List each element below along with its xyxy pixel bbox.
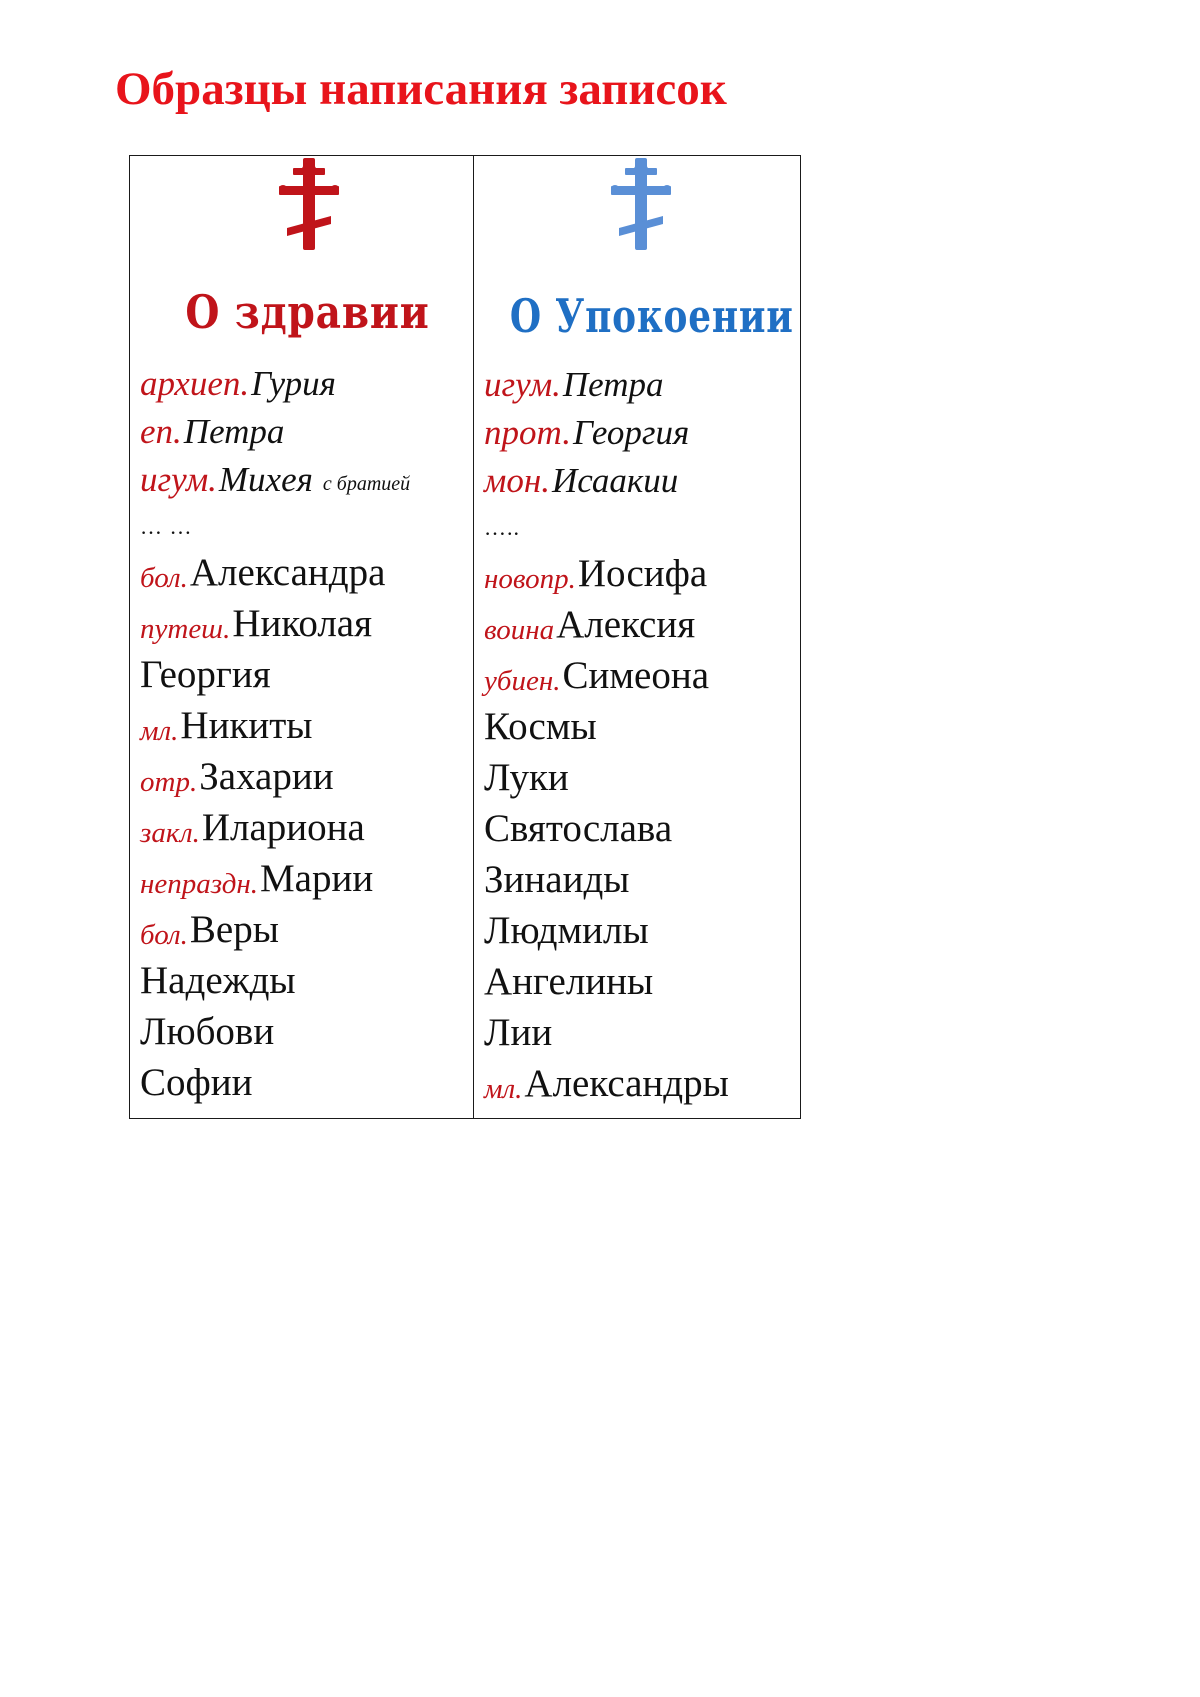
person-name: Симеона bbox=[562, 654, 710, 697]
list-item bbox=[140, 452, 410, 500]
person-name: Александра bbox=[189, 551, 386, 594]
rank-abbreviation: архиеп. bbox=[140, 364, 250, 403]
orthodox-cross-icon bbox=[279, 158, 339, 250]
list-item bbox=[140, 646, 410, 697]
person-name: Марии bbox=[260, 857, 374, 900]
health-column bbox=[130, 156, 474, 1118]
rank-abbreviation: игум. bbox=[484, 365, 561, 404]
ellipsis-marker: ….. bbox=[484, 515, 520, 540]
person-name: Веры bbox=[189, 908, 279, 951]
list-item bbox=[484, 851, 729, 902]
rank-abbreviation: бол. bbox=[140, 562, 188, 594]
repose-column bbox=[474, 156, 800, 1118]
rank-abbreviation: мон. bbox=[484, 461, 550, 500]
health-heading: О здравии bbox=[185, 285, 430, 339]
rank-abbreviation: прот. bbox=[484, 413, 571, 452]
list-item bbox=[484, 453, 729, 501]
list-item bbox=[484, 953, 729, 1004]
list-item bbox=[140, 799, 410, 850]
person-name: Святослава bbox=[484, 807, 673, 850]
person-name: Михея bbox=[218, 460, 313, 499]
person-name: Любови bbox=[140, 1010, 275, 1053]
person-name: Луки bbox=[484, 756, 569, 799]
list-item bbox=[484, 800, 729, 851]
list-item bbox=[484, 596, 729, 647]
person-name: Николая bbox=[232, 602, 373, 645]
page-title: Образцы написания записок bbox=[115, 63, 727, 115]
person-name: Софии bbox=[140, 1061, 253, 1104]
rank-abbreviation: убиен. bbox=[484, 665, 561, 697]
person-name: Ангелины bbox=[484, 960, 654, 1003]
person-name: Захарии bbox=[199, 755, 334, 798]
list-item bbox=[140, 1003, 410, 1054]
entry-note: с братией bbox=[322, 473, 411, 495]
person-name: Петра bbox=[562, 365, 664, 404]
person-name: Александры bbox=[524, 1062, 729, 1105]
person-name: Гурия bbox=[251, 364, 336, 403]
person-name: Иосифа bbox=[577, 552, 708, 595]
rank-abbreviation: бол. bbox=[140, 919, 188, 951]
person-name: Людмилы bbox=[484, 909, 649, 952]
person-name: Лии bbox=[484, 1011, 553, 1054]
list-item bbox=[140, 952, 410, 1003]
list-item bbox=[484, 1055, 729, 1106]
person-name: Космы bbox=[484, 705, 597, 748]
rank-abbreviation: путеш. bbox=[140, 613, 231, 645]
person-name: Алексия bbox=[556, 603, 696, 646]
repose-heading: О Упокоении bbox=[509, 289, 794, 343]
person-name: Никиты bbox=[180, 704, 313, 747]
person-name: Зинаиды bbox=[484, 858, 630, 901]
person-name: Георгия bbox=[140, 653, 271, 696]
person-name: Надежды bbox=[140, 959, 296, 1002]
rank-abbreviation: закл. bbox=[140, 817, 200, 849]
list-item bbox=[484, 1004, 729, 1055]
list-item bbox=[140, 595, 410, 646]
person-name: Георгия bbox=[572, 413, 690, 452]
rank-abbreviation: еп. bbox=[140, 412, 182, 451]
rank-abbreviation: отр. bbox=[140, 766, 198, 798]
list-item bbox=[140, 544, 410, 595]
rank-abbreviation: мл. bbox=[140, 715, 179, 747]
list-item bbox=[484, 357, 729, 405]
health-entries bbox=[140, 356, 410, 1105]
list-item bbox=[140, 697, 410, 748]
list-item bbox=[140, 1054, 410, 1105]
rank-abbreviation: мл. bbox=[484, 1073, 523, 1105]
person-name: Исаакии bbox=[551, 461, 679, 500]
list-item bbox=[140, 356, 410, 404]
list-item bbox=[140, 500, 410, 544]
list-item bbox=[484, 698, 729, 749]
list-item bbox=[484, 545, 729, 596]
person-name: Илариона bbox=[201, 806, 365, 849]
list-item bbox=[484, 749, 729, 800]
rank-abbreviation: воина bbox=[484, 614, 555, 646]
person-name: Петра bbox=[183, 412, 285, 451]
notes-table bbox=[129, 155, 801, 1119]
list-item bbox=[140, 901, 410, 952]
list-item bbox=[484, 647, 729, 698]
rank-abbreviation: непраздн. bbox=[140, 868, 258, 900]
list-item bbox=[484, 902, 729, 953]
list-item bbox=[140, 748, 410, 799]
ellipsis-marker: … … bbox=[140, 514, 193, 539]
repose-entries bbox=[484, 357, 729, 1106]
rank-abbreviation: новопр. bbox=[484, 563, 576, 595]
rank-abbreviation: игум. bbox=[140, 460, 217, 499]
list-item bbox=[140, 404, 410, 452]
list-item bbox=[140, 850, 410, 901]
orthodox-cross-icon bbox=[611, 158, 671, 250]
list-item bbox=[484, 405, 729, 453]
list-item bbox=[484, 501, 729, 545]
